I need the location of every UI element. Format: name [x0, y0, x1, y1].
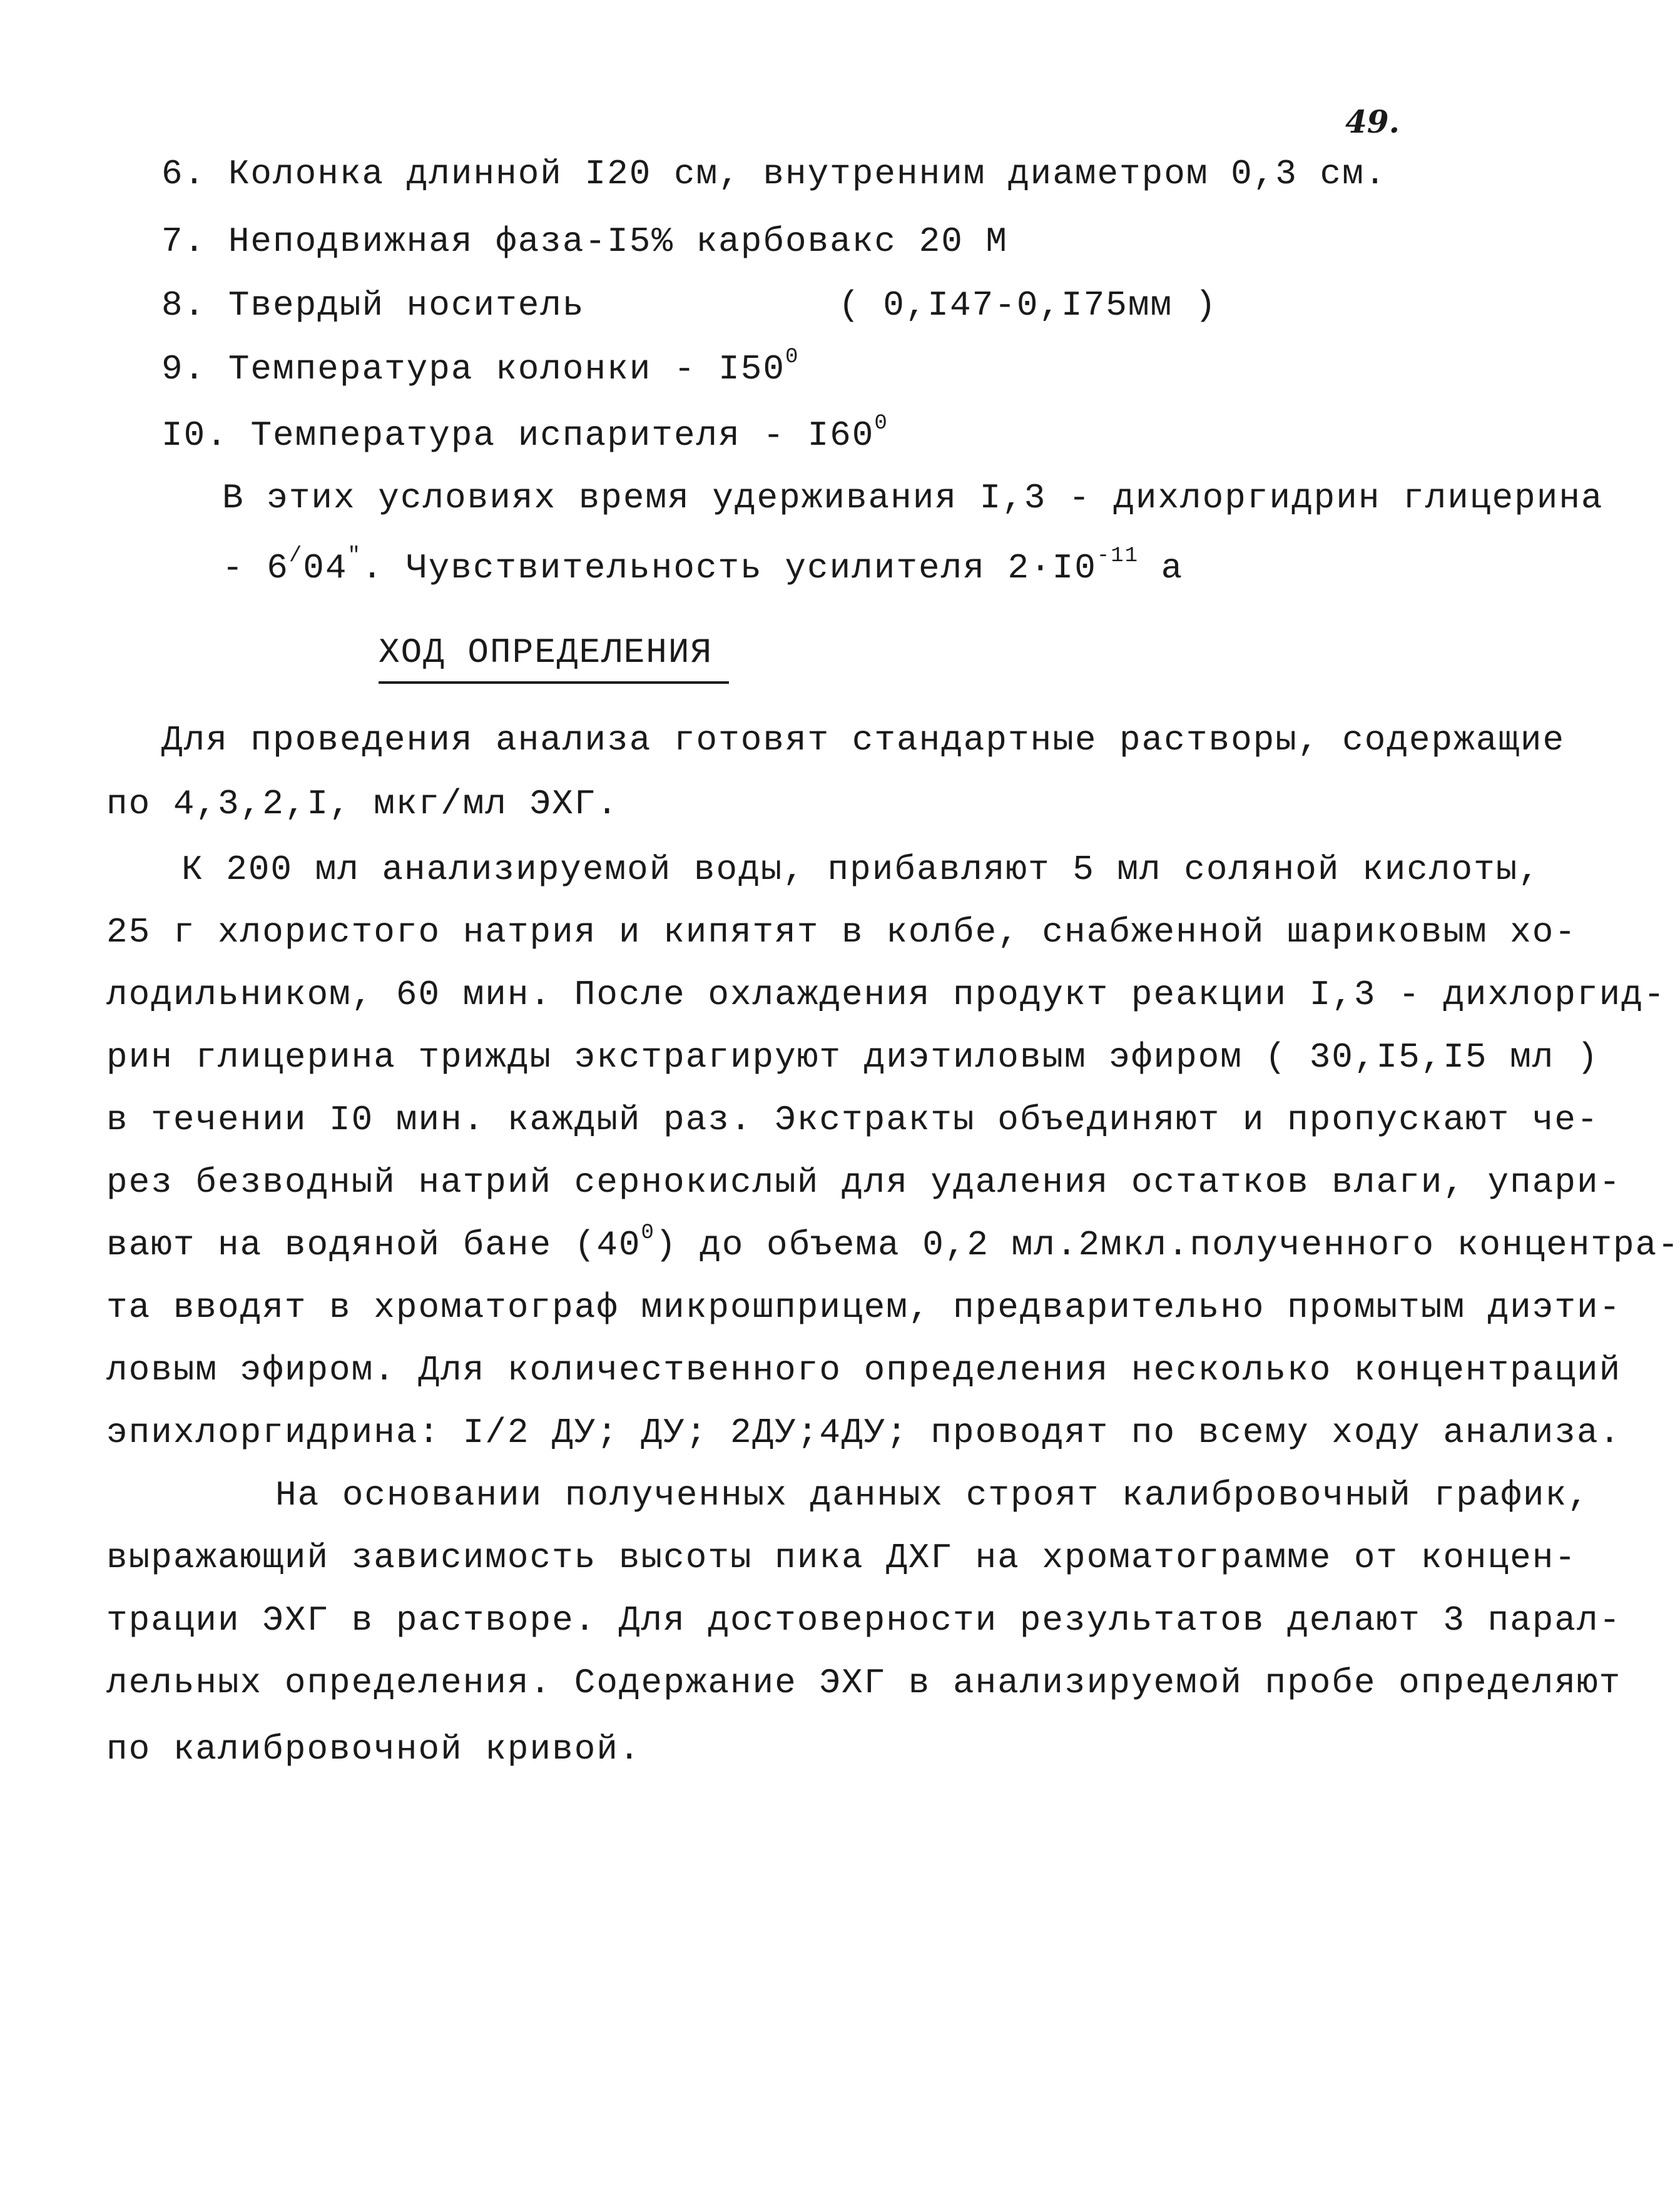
paragraph-2-line: рез безводный натрий сернокислый для удаления остатков влаги, упари-: [106, 1162, 1622, 1202]
paragraph-3-line: На основании полученных данных строят калибровочный график,: [275, 1475, 1590, 1515]
page-number: 49.: [1345, 103, 1400, 140]
list-item-9: [161, 345, 800, 389]
list-item-10: [161, 412, 888, 455]
list-text: Температура колонки - I50: [228, 349, 785, 389]
paragraph-2-line: ловым эфиром. Для количественного определения несколько концентраций: [106, 1350, 1622, 1390]
paragraph-2-line: та вводят в хроматограф микрошприцем, предварительно промытым диэти-: [106, 1287, 1622, 1328]
list-number: 8.: [161, 285, 206, 325]
conditions-line-2: - 6/04". Чувствительность усилителя $2\cdot I0^{-11}$ а: [222, 544, 1184, 588]
paragraph-2-line: эпихлоргидрина: I/2 ДУ; ДУ; 2ДУ;4ДУ; проводят по всему ходу анализа.: [106, 1413, 1622, 1453]
list-number: 9.: [161, 349, 206, 389]
list-number: I0.: [161, 415, 228, 455]
paragraph-3-line: выражающий зависимость высоты пика ДХГ на хроматограмме от концен-: [106, 1538, 1577, 1578]
paragraph-3-line: по калибровочной кривой.: [106, 1729, 641, 1769]
paragraph-2-line: К 200 мл анализируемой воды, прибавляют 5 мл соляной кислоты,: [181, 850, 1540, 890]
list-text: Колонка длинной I20 см, внутренним диаметром 0,3 см.: [228, 154, 1387, 194]
minute-mark: /: [288, 544, 303, 568]
paragraph-2-line: вают на водяной бане $(40^0)$ до объема 0,2 мл.2мкл.полученного концентра-: [106, 1221, 1680, 1265]
degree-sign: 0: [874, 412, 888, 435]
paragraph-3-line: трации ЭХГ в растворе. Для достоверности результатов делают 3 парал-: [106, 1600, 1622, 1640]
paragraph-2-line: в течении I0 мин. каждый раз. Экстракты объединяют и пропускают че-: [106, 1100, 1599, 1140]
exponent: -11: [1096, 544, 1139, 568]
list-item-8: [161, 285, 585, 325]
paragraph-1-line: по 4,3,2,I, мкг/мл ЭХГ.: [106, 784, 619, 824]
list-item-7: [161, 221, 1009, 262]
paragraph-1-line: Для проведения анализа готовят стандартные растворы, содержащие: [161, 720, 1565, 760]
list-number: 7.: [161, 221, 206, 262]
list-item-6: [161, 154, 1387, 194]
paragraph-3-line: лельных определения. Содержание ЭХГ в анализируемой пробе определяют: [106, 1663, 1622, 1703]
list-text: Неподвижная фаза-I5% карбовакс 20 М: [228, 221, 1009, 262]
list-number: 6.: [161, 154, 206, 194]
section-heading: ХОД ОПРЕДЕЛЕНИЯ: [379, 635, 729, 684]
second-mark: ": [347, 544, 362, 568]
degree-sign: 0: [641, 1221, 655, 1245]
paragraph-2-line: лодильником, 60 мин. После охлаждения продукт реакции I,3 - дихлоргид-: [106, 975, 1666, 1015]
list-item-8-particle-size: ( 0,I47-0,I75мм ): [838, 285, 1218, 325]
paragraph-2-line: рин глицерина трижды экстрагируют диэтиловым эфиром ( 30,I5,I5 мл ): [106, 1037, 1599, 1077]
conditions-line-1: В этих условиях время удерживания I,3 - дихлоргидрин глицерина: [222, 478, 1604, 518]
paragraph-2-line: 25 г хлористого натрия и кипятят в колбе, снабженной шариковым хо-: [106, 912, 1577, 952]
degree-sign: 0: [785, 345, 800, 369]
list-text: Температура испарителя - I60: [250, 415, 875, 455]
list-text: Твердый носитель: [228, 285, 585, 325]
